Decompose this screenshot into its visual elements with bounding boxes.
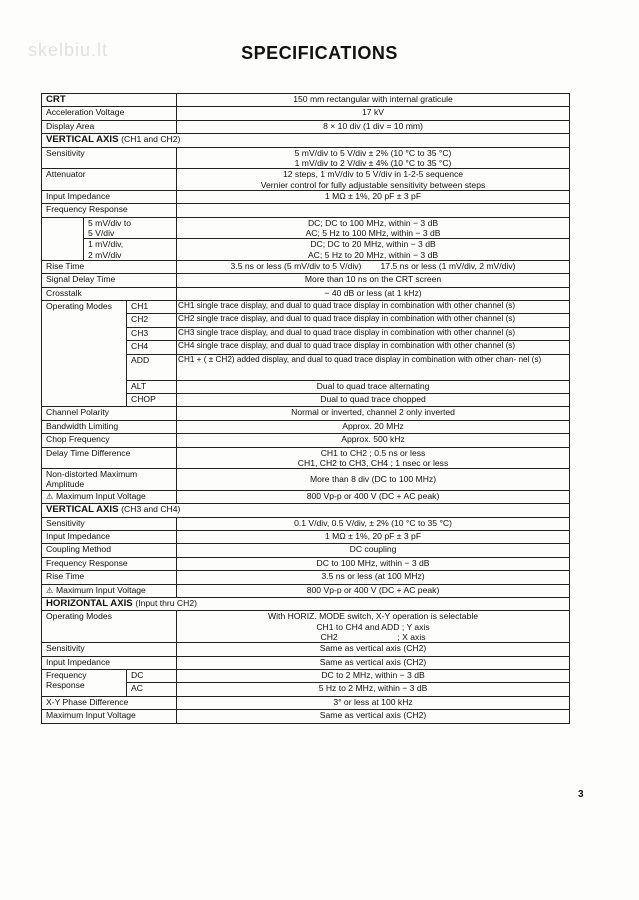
table-row	[42, 643, 570, 656]
row-value: 1 mV/div to 2 V/div ± 4% (10 °C to 35 °C)	[294, 157, 452, 168]
row-value: DC to 100 MHz, within − 3 dB	[177, 557, 570, 570]
page-number: 3	[578, 789, 584, 800]
table-row	[42, 190, 570, 203]
section-subheading: (Input thru CH2)	[135, 597, 197, 608]
table-row	[42, 517, 570, 530]
row-label: Maximum Input Voltage	[56, 584, 146, 595]
table-row	[42, 147, 570, 169]
row-value: CH2 ; X axis	[320, 631, 426, 642]
mode-channel: CH3	[127, 327, 177, 340]
section-subheading: (CH1 and CH2)	[121, 134, 181, 145]
table-row	[42, 571, 570, 584]
row-label: Frequency Response	[42, 557, 177, 570]
table-row	[42, 544, 570, 557]
row-value: Vernier control for fully adjustable sensitivity between steps	[260, 179, 486, 190]
table-row	[42, 490, 570, 503]
row-label: Display Area	[42, 120, 177, 133]
row-value: 8 × 10 div (1 div = 10 mm)	[177, 120, 570, 133]
row-label: Input Impedance	[42, 530, 177, 543]
row-value: 3.5 ns or less (at 100 MHz)	[177, 571, 570, 584]
row-value: AC; 5 Hz to 100 MHz, within − 3 dB	[305, 227, 441, 238]
row-value: 5 Hz to 2 MHz, within − 3 dB	[177, 683, 570, 696]
mode-channel: CH1	[127, 301, 177, 314]
crt-section-row	[42, 94, 570, 107]
row-label: Maximum Input Voltage	[42, 710, 177, 723]
row-value: 800 Vp-p or 400 V (DC + AC peak)	[177, 490, 570, 503]
row-value: Approx. 20 MHz	[177, 420, 570, 433]
mode-description: CH2 single trace display, and dual to quad trace display in combination with other channel (s)	[177, 314, 570, 327]
mode-channel: CH4	[127, 341, 177, 354]
row-value: With HORIZ. MODE switch, X-Y operation is selectable	[268, 611, 479, 622]
row-label: Maximum Input Voltage	[56, 490, 146, 501]
row-label: Coupling Method	[42, 544, 177, 557]
row-value: 17 kV	[177, 107, 570, 120]
table-row	[42, 169, 570, 191]
row-value: 0.1 V/div, 0.5 V/div, ± 2% (10 °C to 35 °C)	[177, 517, 570, 530]
table-row	[42, 611, 570, 643]
row-label: Sensitivity	[42, 643, 177, 656]
row-label: Input Impedance	[42, 656, 177, 669]
mode-description: CH3 single trace display, and dual to quad trace display in combination with other channel (s)	[177, 327, 570, 340]
row-label: Rise Time	[42, 571, 177, 584]
row-label: Operating Modes	[42, 301, 127, 407]
row-label: Sensitivity	[42, 147, 177, 169]
table-row	[42, 530, 570, 543]
table-row	[42, 670, 570, 683]
table-row	[42, 420, 570, 433]
row-value: Normal or inverted, channel 2 only inverted	[177, 407, 570, 420]
row-value: DC to 2 MHz, within − 3 dB	[177, 670, 570, 683]
mode-description: CH4 single trace display, and dual to quad trace display in combination with other channel (s)	[177, 341, 570, 354]
mode-description: CH1 single trace display, and dual to quad trace display in combination with other channel (s)	[177, 301, 570, 314]
row-label: Bandwidth Limiting	[42, 420, 177, 433]
row-label: Channel Polarity	[42, 407, 177, 420]
table-row	[42, 557, 570, 570]
row-value: DC coupling	[177, 544, 570, 557]
warning-icon: ⚠	[46, 585, 54, 595]
warning-icon: ⚠	[46, 491, 54, 501]
row-label: Chop Frequency	[42, 434, 177, 447]
row-label: Frequency	[46, 670, 87, 681]
table-row	[42, 710, 570, 723]
row-value: Approx. 500 kHz	[177, 434, 570, 447]
row-label: Attenuator	[42, 169, 177, 191]
watermark: skelbiu.lt	[28, 40, 109, 60]
row-label: 5 V/div	[88, 227, 115, 238]
row-value: 3° or less at 100 kHz	[177, 696, 570, 709]
mode-channel: CHOP	[127, 393, 177, 406]
row-label: X-Y Phase Difference	[42, 696, 177, 709]
table-row	[42, 696, 570, 709]
mode-description: CH1 + ( ± CH2) added display, and dual to quad trace display in combination with other chan- nel (s)	[177, 354, 570, 380]
row-value: 12 steps, 1 mV/div to 5 V/div in 1-2-5 sequence	[282, 169, 464, 180]
row-label: Sensitivity	[42, 517, 177, 530]
row-label: Delay Time Difference	[42, 447, 177, 469]
table-row	[42, 407, 570, 420]
table-row	[42, 204, 570, 217]
section-heading: HORIZONTAL AXIS	[46, 597, 133, 609]
row-value: 5 mV/div to 5 V/div ± 2% (10 °C to 35 °C)	[294, 147, 452, 158]
table-row	[42, 274, 570, 287]
table-row	[42, 447, 570, 469]
crt-heading-value: 150 mm rectangular with internal graticule	[177, 94, 570, 107]
section-heading: VERTICAL AXIS	[46, 504, 119, 516]
row-value: − 40 dB or less (at 1 kHz)	[177, 287, 570, 300]
table-row	[42, 656, 570, 669]
crt-heading: CRT	[42, 94, 177, 107]
row-label: Frequency Response	[42, 204, 177, 217]
mode-channel: CH2	[127, 314, 177, 327]
table-row	[42, 287, 570, 300]
row-label: Amplitude	[46, 479, 85, 490]
coupling-label: AC	[127, 683, 177, 696]
row-label: Acceleration Voltage	[42, 107, 177, 120]
row-value: AC; 5 Hz to 20 MHz, within − 3 dB	[307, 249, 439, 260]
table-row	[42, 434, 570, 447]
coupling-label: DC	[127, 670, 177, 683]
section-heading: VERTICAL AXIS	[46, 134, 119, 146]
row-label: Signal Delay Time	[42, 274, 177, 287]
mode-description: Dual to quad trace chopped	[177, 393, 570, 406]
row-value: 3.5 ns or less (5 mV/div to 5 V/div) 17.5 ns or less (1 mV/div, 2 mV/div)	[177, 260, 570, 273]
row-value: DC; DC to 20 MHz, within − 3 dB	[310, 239, 436, 250]
row-label: 1 mV/div,	[88, 239, 124, 250]
row-value: More than 10 ns on the CRT screen	[177, 274, 570, 287]
row-label: 5 mV/div to	[88, 217, 131, 228]
horizontal-axis-section-row	[42, 597, 570, 610]
table-row	[42, 260, 570, 273]
row-label: Rise Time	[42, 260, 177, 273]
row-value: More than 8 div (DC to 100 MHz)	[177, 469, 570, 491]
row-value: CH1 to CH4 and ADD ; Y axis	[316, 621, 430, 632]
row-label: Response	[46, 680, 85, 691]
section-subheading: (CH3 and CH4)	[121, 504, 181, 515]
table-row	[42, 584, 570, 597]
table-row	[42, 120, 570, 133]
row-value: 1 MΩ ± 1%, 20 pF ± 3 pF	[177, 530, 570, 543]
table-row	[42, 107, 570, 120]
row-value: 1 MΩ ± 1%, 20 pF ± 3 pF	[177, 190, 570, 203]
table-row	[42, 217, 570, 239]
mode-channel: ADD	[127, 354, 177, 380]
row-label: Crosstalk	[42, 287, 177, 300]
mode-description: Dual to quad trace alternating	[177, 380, 570, 393]
page-title: SPECIFICATIONS	[241, 43, 398, 63]
row-label: Operating Modes	[42, 611, 177, 643]
row-label: Non-distorted Maximum	[46, 469, 138, 480]
row-value: DC; DC to 100 MHz, within − 3 dB	[307, 217, 439, 228]
row-label: 2 mV/div	[88, 249, 122, 260]
specifications-table	[41, 93, 570, 724]
row-value: CH1 to CH2 ; 0.5 ns or less	[320, 447, 426, 458]
vertical-axis-2-section-row	[42, 504, 570, 517]
table-row	[42, 239, 570, 261]
row-value: Same as vertical axis (CH2)	[177, 710, 570, 723]
mode-channel: ALT	[127, 380, 177, 393]
vertical-axis-1-section-row	[42, 134, 570, 147]
row-value: 800 Vp-p or 400 V (DC + AC peak)	[177, 584, 570, 597]
row-value: Same as vertical axis (CH2)	[177, 656, 570, 669]
table-row	[42, 469, 570, 491]
row-value: CH1, CH2 to CH3, CH4 ; 1 nsec or less	[297, 457, 449, 468]
row-label: Input Impedance	[42, 190, 177, 203]
table-row	[42, 301, 570, 314]
row-value: Same as vertical axis (CH2)	[177, 643, 570, 656]
